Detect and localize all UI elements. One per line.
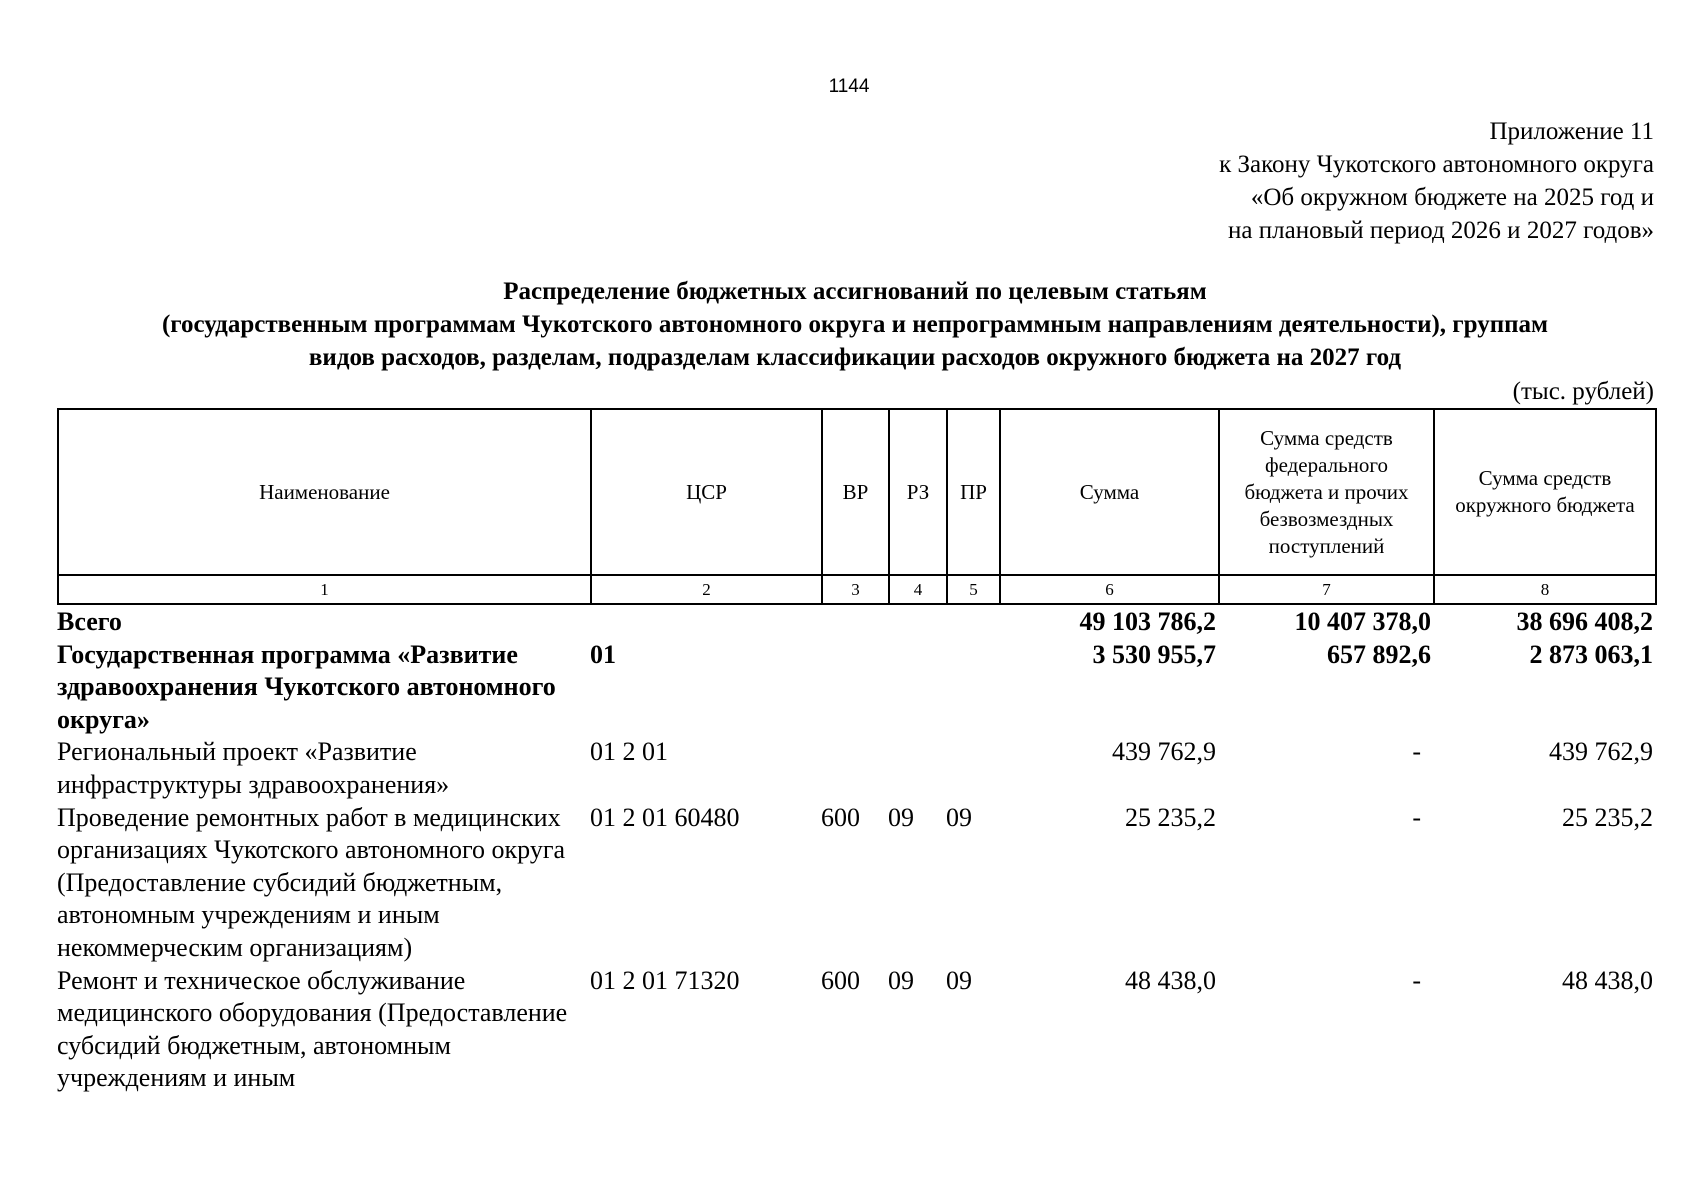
row-csr: 01 2 01 60480	[590, 802, 740, 832]
header-row	[58, 409, 1656, 575]
row-csr	[590, 606, 821, 639]
column-number: 1	[58, 575, 591, 604]
column-number-row	[58, 575, 1656, 604]
appendix-line-4: на плановый период 2026 и 2027 годов»	[1228, 217, 1654, 244]
row-pr	[946, 736, 999, 801]
column-number: 3	[822, 575, 889, 604]
row-vr: 600	[821, 965, 860, 995]
row-sum: 48 438,0	[1125, 965, 1216, 995]
appendix-line-3: «Об окружном бюджете на 2025 год и	[1250, 184, 1654, 211]
budget-table	[57, 606, 1655, 1095]
row-vr	[821, 639, 888, 737]
units-label: (тыс. рублей)	[1512, 378, 1654, 405]
row-sum: 439 762,9	[1112, 737, 1216, 767]
column-number: 5	[947, 575, 1000, 604]
appendix-line-1: Приложение 11	[1489, 118, 1654, 145]
table-row	[57, 965, 1655, 1095]
row-csr: 01 2 01 71320	[590, 965, 740, 995]
row-rz	[888, 736, 946, 801]
row-federal: 657 892,6	[1327, 639, 1431, 669]
row-pr: 09	[946, 965, 972, 995]
row-regional: 439 762,9	[1549, 737, 1653, 767]
header-vr: ВР	[822, 409, 889, 575]
document-title	[57, 275, 1653, 374]
title-line-1: Распределение бюджетных ассигнований по целевым статьям	[503, 278, 1207, 305]
table-row	[57, 802, 1655, 965]
row-csr: 01 2 01	[590, 737, 668, 767]
header-rz: РЗ	[889, 409, 947, 575]
row-name: Региональный проект «Развитие инфраструктуры здравоохранения»	[57, 737, 450, 799]
header-csr: ЦСР	[591, 409, 822, 575]
row-sum: 25 235,2	[1125, 802, 1216, 832]
row-rz	[888, 639, 946, 737]
row-federal: 10 407 378,0	[1294, 607, 1431, 636]
header-sum: Сумма	[1000, 409, 1219, 575]
row-pr	[946, 639, 999, 737]
row-federal: -	[1412, 737, 1421, 767]
page-number: 1144	[828, 76, 870, 97]
row-name: Проведение ремонтных работ в медицинских организациях Чукотского автономного округа (Предоставление субсидий бюджетным, автономным учреждениям и иным некоммерческим организациям)	[57, 802, 566, 962]
row-sum: 3 530 955,7	[1092, 639, 1216, 669]
row-rz	[888, 606, 946, 639]
header-name: Наименование	[58, 409, 591, 575]
row-regional: 48 438,0	[1562, 965, 1653, 995]
row-pr: 09	[946, 802, 972, 832]
row-rz: 09	[888, 802, 914, 832]
appendix-line-2: к Закону Чукотского автономного округа	[1219, 151, 1654, 178]
header-regional: Сумма средств окружного бюджета	[1434, 409, 1656, 575]
row-regional: 38 696 408,2	[1516, 607, 1653, 636]
table-row	[57, 736, 1655, 801]
column-number: 2	[591, 575, 822, 604]
table-header	[57, 408, 1657, 605]
column-number: 4	[889, 575, 947, 604]
title-line-3: видов расходов, разделам, подразделам классификации расходов окружного бюджета на 2027 год	[308, 344, 1402, 371]
header-pr: ПР	[947, 409, 1000, 575]
row-pr	[946, 606, 999, 639]
table-row-total	[57, 606, 1655, 639]
row-sum: 49 103 786,2	[1079, 607, 1216, 636]
row-regional: 2 873 063,1	[1529, 639, 1653, 669]
column-number: 6	[1000, 575, 1219, 604]
row-csr: 01	[590, 639, 616, 669]
row-regional: 25 235,2	[1562, 802, 1653, 832]
row-vr	[821, 736, 888, 801]
row-federal: -	[1412, 802, 1421, 832]
appendix-reference	[1219, 115, 1654, 247]
row-vr: 600	[821, 802, 860, 832]
table-row	[57, 639, 1655, 737]
column-number: 8	[1434, 575, 1656, 604]
header-federal: Сумма средств федерального бюджета и прочих безвозмездных поступлений	[1219, 409, 1434, 575]
row-federal: -	[1412, 965, 1421, 995]
column-number: 7	[1219, 575, 1434, 604]
row-vr	[821, 606, 888, 639]
title-line-2: (государственным программам Чукотского автономного округа и непрограммным направлениям деятельности), группам	[161, 311, 1549, 338]
row-rz: 09	[888, 965, 914, 995]
row-name: Всего	[57, 607, 122, 636]
row-name: Ремонт и техническое обслуживание медицинского оборудования (Предоставление субсидий бюджетным, автономным учреждениям и иным	[57, 965, 568, 1093]
row-name: Государственная программа «Развитие здравоохранения Чукотского автономного округа»	[57, 639, 556, 734]
